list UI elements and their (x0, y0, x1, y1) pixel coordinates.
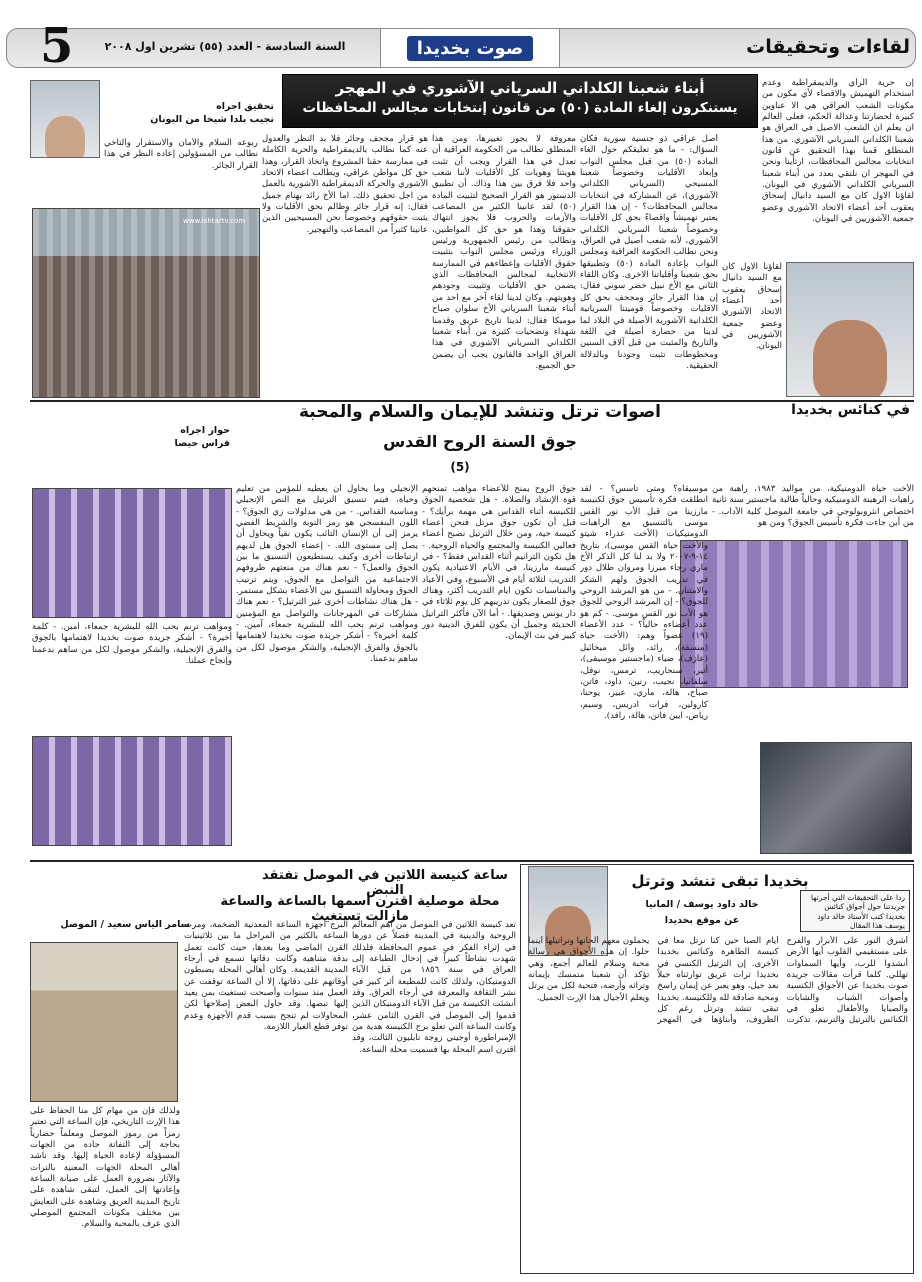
page-number: 5 (40, 18, 74, 74)
article1-col-right-lower: لقاؤنا الاول كان مع السيد دانيال إسحاق يعقوب أحد أعضاء الاتحاد الآشوري وعضو جمعية الآشوريين في اليونان. (722, 262, 782, 352)
article1-col-mid-right: أصل عراقي ذو جنسية سورية فكان السؤال: - ما هو تعليقكم حول الغاء المادة (٥٠) من قبل مجلس النواب وإبعاد الأقليات وخصوصاً شعبنا المسيحي (السرياني الكلداني الآشوري)، عن المشاركة في انتخابات مجالس المحافظات؟ - إن هذا القرار يعتبر تهميشاً واقصاءً بحق كل الأقليات وخصوصاً شعبنا السرياني الكلداني الآشوري، لأنه شعب أصيل في العراق، ونحن نطالب الحكومة العراقية ومجلس النواب بإعادة المادة (٥٠) وتطبيقها بحق شعبنا وأقلياتنا الاخرى. وكان اللقاء الثاني مع الأخ نبيل خضر سوني فقال: إن هذا القرار جائر ومجحف بحق كل الاقليات وخصوصاً قوميتنا السريانية الكلدانية الآشورية الأصيلة في البلاد لما لدينا من حضارة أصيلة في اللغة والتاريخ والمثبت من قبل آلاف السنين ومخطوطات تثبت وجودنا وبالدلالة الحقيقية. (580, 134, 718, 371)
article4-byline: سامر الياس سعيد / الموصل (60, 919, 190, 930)
article4-col1: تعد كنيسة اللاتين في الموصل من أهم المعالم الروحية والدينية في المدينة فضلاً عن دورها في إثراء الفكر في عموم المحافظة فلذلك شهدت نشاطاً كبيراً في إدخال الطباعة إلى العراق في سنة ١٨٥٦ من قبل الآباء الدومنيكان، ولذلك كانت للمطبعة أثر كبير في نشر الثقافة والمعرفة في أرجاء العراق. وقد أنشئت الكنيسة من قبل الآباء الدومنيكان الذين قدموا إلى الموصل في القرن الثامن عشر، وكانت الساعة التي تعلو برج الكنيسة هدية من الإمبراطورة أوجيني زوجة نابليون الثالث، وقد اقترن اسم المحلة بها فسميت محلة الساعة. (352, 920, 516, 1055)
divider-bottom (30, 860, 914, 862)
article2-subhead: جوق السنة الروح القدس (383, 432, 577, 451)
article2-col3: جوق الروح يمنح للأعضاء مواهب تمنحهم قوة الإنشاد والصلاة. - هل شخصية الجوق للكنيسة أثناء القداس هي مهمة برأيك؟ - قبل أن تكون جوق مرتل فنحن أعضاء كنيسة حية، ومن خلال الترتيل نصبح أعضاء فعالين الكنيسة والمجتمع والحياة الروحية. - هل تكون الترانيم أثناء القداس فقط؟ - في كنيسة مارزينا، في الأيام الاعتيادية يكون التدريب لثلاثة أيام في الأسبوع، وفي الأعياد والمناسبات تكون ايام التدريب أكثر، وهناك جوق للصغار يكون تدريبهم كل يوم ثلاثاء في دار يونس وصديقها. - أما الآن فأكثر التراتيل الحديثة وجميل أن يكون للفرق الدينية دور كبير في بث الإيمان. (422, 484, 576, 642)
article4-col2: البرج أجهزة الساعة المعدنية الضخمة، ومرت الساعة بالكثير من المراحل ما بين ثلاثينيات القرن الماضي وما بعدها، حيث كانت تعمل بدقة متناهية وكانت دقاتها تسمع في أرجاء المدينة القديمة. وكان أهالي المحلة يضبطون أوقاتهم على دقاتها، إلا أن الساعة توقفت عن العمل منذ سنوات وأصبحت تستغيث بمن يعيد إليها نبضها. وقد حاول البعض إصلاحها لكن المحاولات لم تنجح بسبب قدم الأجهزة وعدم توفر قطع الغيار اللازمة. (184, 920, 348, 1033)
article2-headline: اصوات ترتل وتنشد للإيمان والسلام والمحبة (298, 402, 662, 422)
article2-byline-author: فراس حيصا (174, 438, 230, 450)
article3-side-box: ردا على التحقيقات التي أجرتها جريدتنا حول أجواق كنائس بخديدا كتب الأستاذ خالد داود يوسف هذا المقال (800, 890, 910, 932)
article1-headline (282, 74, 758, 128)
newspaper-logo (380, 28, 560, 68)
article2-col1: الأخت حياة الدومنيكية، من مواليد ١٩٨٣، راهبة من راهبات الرهبنة الدومنيكية وحالياً طالبة ماجستير سنة ثانية اختصاص انثروبولوجي في جامعة الموصل كلية الآداب. - من أين جاءت فكرة تأسيس الجوق؟ ومن هو (712, 484, 914, 529)
church-clock-tower-photo (30, 942, 178, 1102)
article1-col-mid-left: معروفة لا يجوز تغييرها، ومن هذا المنطلق نطالب من الحكومة العراقية أن تعدل في هذا القرار ويجب أن تثبت هويتنا وهويات كل الأقليات لأننا شعب واحد فلا فرق بين هذا وذاك. أن تطبيق الدستور هو القرار الصحيح لتثبيت المادة (٥٠) لقد عانينا الكثير من المصاعب والأزمات والحروب فلا يجوز انتهاك حقوقنا وهذا هو حق كل المواطنين، ونطالب من رئيس الجمهورية ورئيس الوزراء ورئيس مجلس النواب بتثبيت حقوق الأقليات وإعطاءهم في الممارسة الانتخابية لمجالس المحافظات الذي يضمن حق الأقليات وتثبيت وجودهم وهويتهم. وكان لدينا لقاء آخر مع احد من أبناء شعبنا السرياني الأخ سلوان صباح موميكا فقال: لدينا تاريخ عريق وقدمنا شهداء وتضحيات كثيرة من أبناء شعبنا الكلداني السرياني الآشوري في هذا العراق الواحد فالقانون يجب أن يضمن حق الجميع. (432, 134, 576, 371)
article4-col3: ولذلك فإن من مهام كل منا الحفاظ على هذا الإرث التاريخي، فإن الساعة التي تعتبر رمزاً من رموز الموصل ومعلماً حضارياً بحاجة إلى التفاتة جادة من الجهات المسؤولة لإعادة الحياة إليها. وقد ناشد أهالي المحلة الجهات المعنية بالتراث والآثار بضرورة العمل على صيانة الساعة وإعادتها إلى العمل، لتبقى شاهدة على تاريخ المدينة العريق وشاهدة على التعايش بين مختلف مكونات المجتمع الموصلي الذي عرف بالمحبة والسلام. (30, 1106, 180, 1230)
choir-purple-robes-photo (32, 488, 232, 618)
article2-col4: الإنجيلي وما يحاول أن يعطيه للمؤمن من تعليم وحياة، فيتم تنسيق الترتيل مع النص الإنجيلي ومناسبة القداس. - من هي مدلولات زي الجوق؟ - اللون البنفسجي هو رمز التوبة والشريط الفضي يرمز إلى أن الإنسان التائب يكون نقياً ويحاول أن يصل إلى مستوى الله. - إعضاء الجوق هل لديهم ارتباطات أخرى وكيف يستطيعون التنسيق ما بين الجوق والعمل؟ - نعم هناك من منعتهم ظروفهم الاجتماعية من التواصل مع الجوق، ويتم ترتيب الجوق ومحاولة التنسيق بين الأعضاء بشكل مستمر. - هل هناك نشاطات أخرى غير الترتيل؟ - نعم هناك مشاركات في المهرجانات والتواصل مع المؤمنين ومواهب ترنم بحب الله للبشرية جمعاء، آمين. - كلمة أخيرة؟ - أشكر جريدة صوت بخديدا لاهتمامها بالجوق والفرق الإنجيلية، والشكر موصول لكل من ساهم بدعمنا. (236, 484, 418, 665)
article3-byline-source: عن موقع بخديدا (664, 915, 740, 926)
choir-boys-photo (32, 736, 232, 846)
logo-text: صوت بخديدا (407, 36, 534, 61)
article4-headline-line1: ساعة كنيسة اللاتين في الموصل تفتقد النبض (262, 868, 508, 898)
issue-line: السنة السادسة - العدد (٥٥) تشرين اول ٢٠٠٨ (104, 40, 346, 53)
choir-group-photo (680, 540, 908, 688)
article1-headline-line2: يستنكرون إلغاء المادة (٥٠) من قانون إنتخابات مجالس المحافظات (302, 100, 738, 116)
article3-headline: بخديدا تبقى تنشد وترتل (631, 872, 809, 890)
article2-part: (5) (450, 460, 470, 474)
author-photo (30, 80, 100, 158)
article2-col4-lower: ومواهب ترنم بحب الله للبشرية جمعاء، آمين. - كلمة أخيرة؟ - أشكر جريدة صوت بخديدا لاهتمامها بالجوق والفرق الإنجيلية، والشكر موصول لكل من ساهم بدعمنا وإنجاح عملنا. (32, 622, 232, 667)
protest-crowd-photo (32, 208, 260, 398)
article3-byline-author: خالد داود يوسف / المانيا (645, 899, 759, 910)
photo-watermark: www.ishtartv.com (183, 217, 246, 225)
interviewee-photo (786, 262, 914, 397)
byline-author: نجيب بلدا شيخا من اليونان (150, 114, 274, 126)
article1-col-left: هو قرار مجحف وجائر فلا بد النظر والعدول عنه كما نطالب بالديمقراطية والحرية الكاملة في ممارسة حقنا المشروع واتخاذ القرار، وهذا حق كل مواطن عراقي، ويطالب اعضاء الاتحاد الآشوري والحركة الديمقراطية الآشورية بالعمل من اجل تحقيق ذلك. اما الأخ رائد بهنام جميل فقال: إنه قرار جائر وظالم بحق الأقليات ولا يثبت حقوقهم وخصوصاً نحن المسيحيين الذين عانينا كثيراً من المصاعب والتهجير. (262, 134, 428, 235)
article2-kicker: في كنائس بخديدا (791, 402, 910, 418)
article2-byline (150, 424, 230, 454)
article1-headline-line1: أبناء شعبنا الكلداني السرياني الآشوري في المهجر (335, 79, 705, 97)
article2-byline-label: حوار اجراه (180, 425, 230, 436)
section-label: لقاءات وتحقيقات (746, 36, 910, 58)
article3-body: أشرق النور على الأبرار والفرح على مستقيمي القلوب أيها الأرض أنشدوا للرب، وأيها السماوات تهللي. كلما قرأت مقالات جريدة صوت بخديدا عن الأجواق الكنسية وأصوات الشباب والشابات والصبايا والأطفال تعلو في الكنائس بالترتيل والترنيم، تذكرت أيام الصبا حين كنا نرتل معاً في كنيسة الطاهرة وكنائس بخديدا الأخرى. إن الترتيل الكنسي في بخديدا تراث عريق توارثناه جيلاً بعد جيل، وهو يعبر عن إيمان راسخ ومحبة صادقة لله وللكنيسة. بخديدا تبقى تنشد وترتل رغم كل الظروف، وأبناؤها في المهجر يحملون معهم ألحانها وتراتيلها أينما حلوا. إن هذه الأجواق هي رسالة محبة وسلام للعالم أجمع، وهي تؤكد أن شعبنا متمسك بإيمانه وتراثه وأرضه، فتحية لكل من يرتل ويعلم الأجيال هذا الإرث الجميل. (528, 936, 908, 1026)
article1-byline (104, 100, 274, 136)
studio-keyboard-photo (760, 742, 912, 854)
article2-col2: موسيقاه؟ ومتى تأسس؟ - لقد انطلقت فكرة تأسيس جوق لكنيسة مارزينا من قبل الأب نور القس موسى بالتنسيق مع الراهبات الدومنيكيات (الأخت عذراء شيتو والأخت حياة القس موسى)، بتاريخ ١٤-٩-٢٠٠٧ ولا بد لنا كل الذكر الأخ ماري رجاء ميرزا ومروان طلال دور في تدريب الجوق ولهم الشكر والامتنان. - من هو المرشد الروحي للجوق؟ - إن المرشد الروحي للجوق هو الأب نور القس موسى. - كم هو عدد أعضاءه حالياً؟ - عدد الأعضاء (١٩) عضواً وهم: (الأخت حياة (منسقة)، رائد، وائل ميخائيل (عازف)، ضياء (ماجستير موسيقى)، أثير، سنحاريب، ترمس، نوفل، سلفانيا، نجيب، رنين، داود، فاتن، صباح، هالة، ماري، عبير، يوحنا، كارولين، فرات ادريس، وسيم، رياض، ايبن فاتن، هالة، رافد). (580, 484, 708, 721)
article1-col-right: إن حرية الرأي والديمقراطية وعدم استخدام التهميش والاقصاء لأي مكون من مكونات الشعب العراقي هي الا عناوين كبيرة لحضارتنا وعدالة الحكم، فعلى العالم ان يعلم ان الشعب الاصيل في العراق هو شعبنا الكلداني السرياني الآشوري. من هذا المنطلق قمنا بهذا التحقيق عن قانون انتخابات مجالس المحافظات، ارتأينا ونحن في المهجر ان نلتقي بعدد من أبناء شعبنا السرياني الكلداني الآشوري في اليونان. لقاؤنا الاول كان مع السيد دانيال إسحاق يعقوب أحد أعضاء الاتحاد الآشوري وعضو جمعية الآشوريين في اليونان. (762, 78, 914, 225)
article1-col-top-left: ربوعه السلام والأمان والاستقرار والتآخي نطالب من المسؤولين إعادة النظر في هذا القرار الجائر. (104, 138, 258, 171)
byline-label: تحقيق اجراه (216, 101, 274, 112)
article4-headline-line2: محلة موصلية اقترن اسمها بالساعة والساعة مازالت تستغيث (220, 894, 500, 924)
